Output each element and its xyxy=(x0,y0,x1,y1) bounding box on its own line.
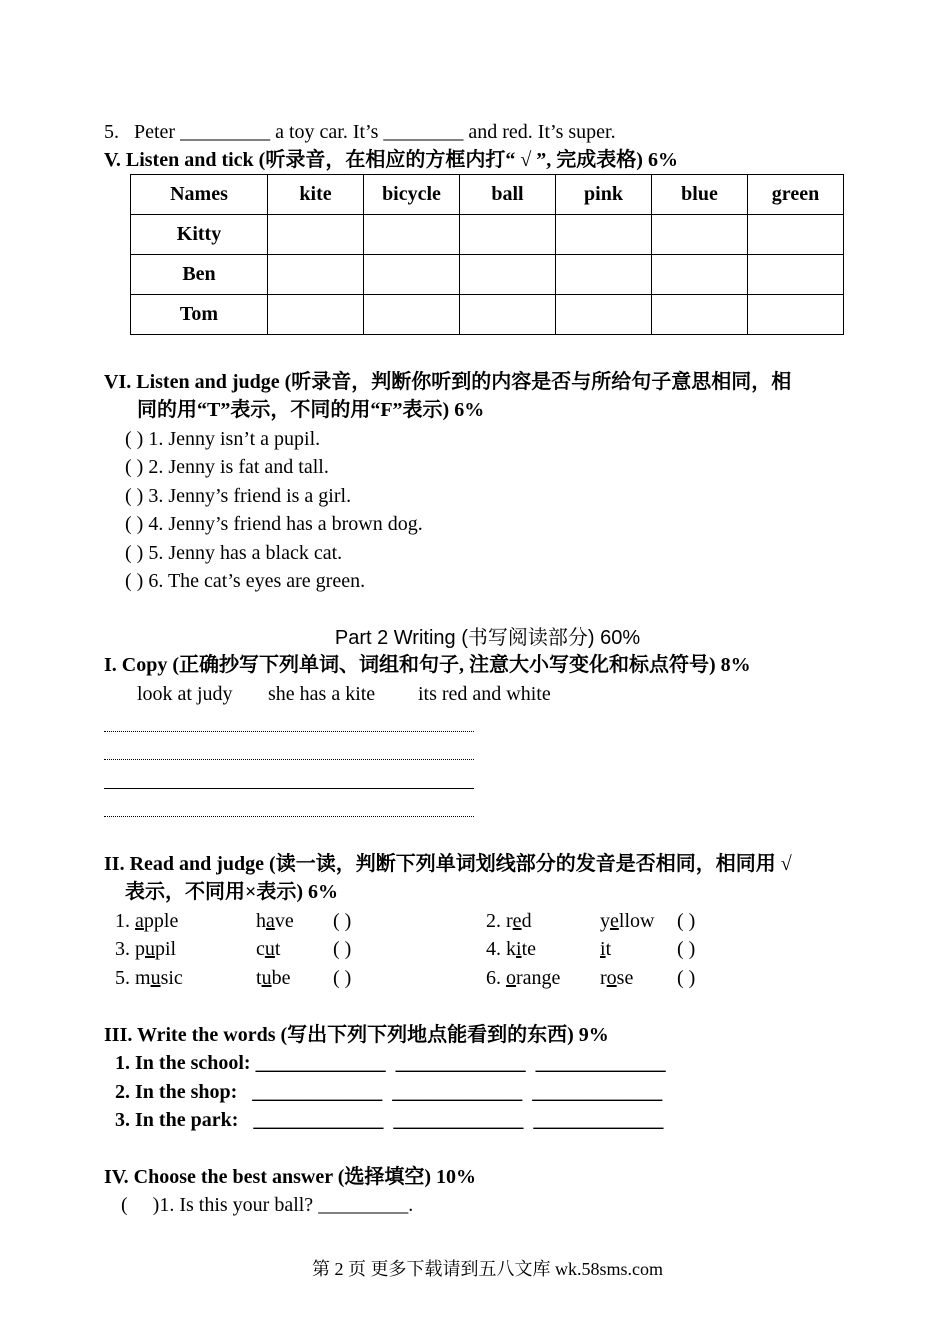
phonics-word: 5. music xyxy=(115,967,183,989)
tick-cell[interactable] xyxy=(268,215,364,255)
phonics-word: 1. apple xyxy=(115,910,179,932)
copy-phrase: look at judy xyxy=(137,683,233,705)
fill-item-5 xyxy=(104,118,616,146)
judge-item: ( ) 4. Jenny’s friend has a brown dog. xyxy=(125,513,423,535)
judge-item: ( ) 1. Jenny isn’t a pupil. xyxy=(125,428,321,450)
copy-phrase: its red and white xyxy=(418,683,551,705)
answer-paren[interactable]: ( ) xyxy=(333,938,352,960)
table-row xyxy=(131,295,844,335)
answer-paren[interactable]: ( ) xyxy=(333,967,352,989)
answer-paren[interactable]: ( ) xyxy=(677,967,696,989)
item-number: 5. xyxy=(104,121,119,143)
header-blue: blue xyxy=(652,175,748,215)
judge-item: ( ) 2. Jenny is fat and tall. xyxy=(125,456,329,478)
phonics-word: cut xyxy=(256,938,281,960)
header-names: Names xyxy=(131,175,268,215)
phonics-word: 2. red xyxy=(486,910,532,932)
tick-cell[interactable] xyxy=(364,215,460,255)
tick-cell[interactable] xyxy=(364,255,460,295)
writing-line[interactable] xyxy=(104,788,474,789)
header-pink: pink xyxy=(556,175,652,215)
section-v-title: V. Listen and tick (听录音，在相应的方框内打“ √ ”, 完成表格) 6% xyxy=(104,149,678,171)
table-header-row xyxy=(131,175,844,215)
tick-cell[interactable] xyxy=(652,295,748,335)
header-green: green xyxy=(748,175,844,215)
tick-cell[interactable] xyxy=(556,295,652,335)
judge-item: ( ) 5. Jenny has a black cat. xyxy=(125,542,343,564)
tick-table xyxy=(130,174,844,335)
header-ball: ball xyxy=(460,175,556,215)
section-vi-title-line2: 同的用“T”表示，不同的用“F”表示) 6% xyxy=(137,399,485,421)
header-kite: kite xyxy=(268,175,364,215)
phonics-word: rose xyxy=(600,967,634,989)
part2-title: Part 2 Writing (书写阅读部分) 60% xyxy=(334,627,641,649)
phonics-word: 4. kite xyxy=(486,938,536,960)
item-text: Peter _________ a toy car. It’s ________ and red. It’s super. xyxy=(134,121,616,143)
answer-paren[interactable]: ( ) xyxy=(677,938,696,960)
tick-cell[interactable] xyxy=(748,255,844,295)
header-bicycle: bicycle xyxy=(364,175,460,215)
write-words-line[interactable]: 1. In the school: _____________ _____________ _____________ xyxy=(115,1052,666,1074)
writing-line[interactable] xyxy=(104,816,474,817)
write-words-title: III. Write the words (写出下列下列地点能看到的东西) 9% xyxy=(104,1024,609,1046)
tick-cell[interactable] xyxy=(652,215,748,255)
row-name: Tom xyxy=(131,295,268,335)
tick-cell[interactable] xyxy=(460,215,556,255)
phonics-word: yellow xyxy=(600,910,655,932)
table-row xyxy=(131,255,844,295)
tick-cell[interactable] xyxy=(748,295,844,335)
read-judge-title-line2: 表示，不同用×表示) 6% xyxy=(125,881,339,903)
tick-cell[interactable] xyxy=(364,295,460,335)
row-name: Kitty xyxy=(131,215,268,255)
answer-paren[interactable]: ( ) xyxy=(333,910,352,932)
copy-phrase: she has a kite xyxy=(268,683,376,705)
writing-line[interactable] xyxy=(104,731,474,732)
phonics-word: it xyxy=(600,938,612,960)
judge-item: ( ) 6. The cat’s eyes are green. xyxy=(125,570,366,592)
page-footer: 第 2 页 更多下载请到五八文库 wk.58sms.com xyxy=(312,1259,663,1279)
phonics-word: 6. orange xyxy=(486,967,561,989)
judge-item: ( ) 3. Jenny’s friend is a girl. xyxy=(125,485,352,507)
tick-cell[interactable] xyxy=(268,295,364,335)
choose-item: ( )1. Is this your ball? _________. xyxy=(121,1194,414,1216)
choose-title: IV. Choose the best answer (选择填空) 10% xyxy=(104,1166,477,1188)
read-judge-title-line1: II. Read and judge (读一读，判断下列单词划线部分的发音是否相同，相同用 √ xyxy=(104,853,792,875)
phonics-word: have xyxy=(256,910,294,932)
write-words-line[interactable]: 3. In the park: _____________ _____________ _____________ xyxy=(115,1109,664,1131)
writing-line[interactable] xyxy=(104,759,474,760)
tick-cell[interactable] xyxy=(556,215,652,255)
section-vi-title-line1: VI. Listen and judge (听录音，判断你听到的内容是否与所给句子意思相同，相 xyxy=(104,371,792,393)
table-row xyxy=(131,215,844,255)
tick-cell[interactable] xyxy=(460,255,556,295)
phonics-word: tube xyxy=(256,967,291,989)
answer-paren[interactable]: ( ) xyxy=(677,910,696,932)
tick-cell[interactable] xyxy=(748,215,844,255)
tick-cell[interactable] xyxy=(460,295,556,335)
row-name: Ben xyxy=(131,255,268,295)
phonics-word: 3. pupil xyxy=(115,938,177,960)
tick-cell[interactable] xyxy=(652,255,748,295)
tick-cell[interactable] xyxy=(556,255,652,295)
copy-title: I. Copy (正确抄写下列单词、词组和句子, 注意大小写变化和标点符号) 8% xyxy=(104,654,751,676)
write-words-line[interactable]: 2. In the shop: _____________ _____________ _____________ xyxy=(115,1081,663,1103)
tick-cell[interactable] xyxy=(268,255,364,295)
